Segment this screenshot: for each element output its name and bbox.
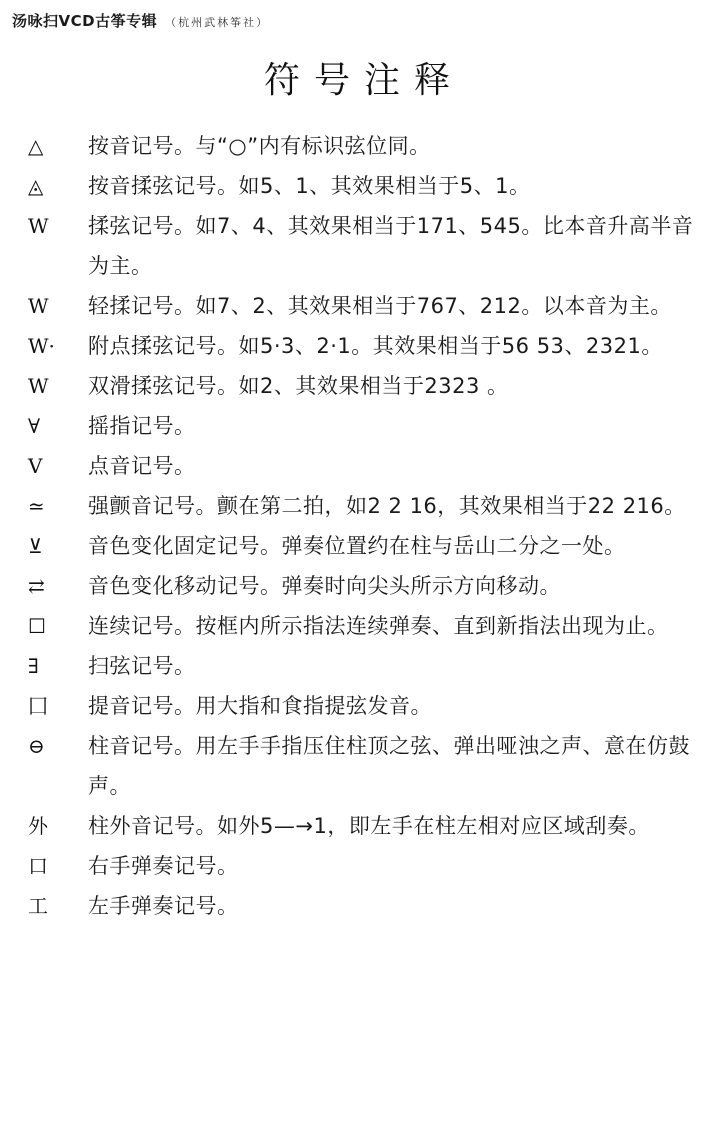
legend-entry [22, 406, 712, 446]
legend-entry [22, 326, 712, 366]
legend-description: 轻揉记号。如7、2、其效果相当于767、212。以本音为主。 [88, 294, 672, 318]
legend-description: 音色变化移动记号。弹奏时向尖头所示方向移动。 [88, 574, 561, 598]
legend-entry [22, 446, 712, 486]
legend-description: 摇指记号。 [88, 414, 196, 438]
symbol-light-vibrato-icon: W [28, 294, 49, 318]
symbol-right-hand-icon: 口 [28, 854, 48, 878]
symbol-left-hand-icon: 工 [28, 894, 48, 918]
legend-description: 左手弹奏记号。 [88, 894, 239, 918]
legend-description: 附点揉弦记号。如5·3、2·1。其效果相当于56 53、2321。 [88, 334, 663, 358]
symbol-dotted-vibrato-icon: W· [28, 334, 55, 358]
symbol-timbre-fixed-icon: ⊻ [28, 534, 43, 558]
legend-description: 按音揉弦记号。如5、1、其效果相当于5、1。 [88, 174, 531, 198]
legend-description: 音色变化固定记号。弹奏位置约在柱与岳山二分之一处。 [88, 534, 626, 558]
legend-description: 连续记号。按框内所示指法连续弹奏、直到新指法出现为止。 [88, 614, 669, 638]
symbol-press-icon: △ [28, 134, 44, 158]
legend-entry [22, 886, 712, 926]
legend-entry [22, 366, 712, 406]
legend-entry [22, 726, 712, 806]
legend-description: 提音记号。用大指和食指提弦发音。 [88, 694, 432, 718]
symbol-legend-list [22, 126, 712, 926]
legend-entry [22, 166, 712, 206]
symbol-sweep-icon: ∃ [28, 654, 39, 678]
symbol-strong-tremolo-icon: ≃ [28, 494, 45, 518]
symbol-outside-pillar-icon: 外 [28, 814, 48, 838]
legend-entry [22, 486, 712, 526]
symbol-press-vibrato-icon: ◬ [28, 174, 44, 198]
page-header [12, 10, 269, 31]
album-title: 汤咏扫VCD古筝专辑 [12, 12, 158, 30]
legend-entry [22, 526, 712, 566]
legend-entry [22, 606, 712, 646]
legend-description: 双滑揉弦记号。如2、其效果相当于2323 。 [88, 374, 509, 398]
legend-description: 柱外音记号。如外5—→1，即左手在柱左相对应区域刮奏。 [88, 814, 650, 838]
legend-entry [22, 646, 712, 686]
symbol-timbre-moving-icon: ⇄ [28, 574, 45, 598]
legend-entry [22, 566, 712, 606]
legend-entry [22, 126, 712, 166]
symbol-double-vibrato-icon: W [28, 374, 49, 398]
legend-description: 点音记号。 [88, 454, 196, 478]
legend-description: 强颤音记号。颤在第二拍，如2 2 16，其效果相当于22 216。 [88, 494, 686, 518]
symbol-lift-icon: ⼞ [28, 694, 48, 718]
legend-description: 扫弦记号。 [88, 654, 196, 678]
legend-entry [22, 686, 712, 726]
symbol-pinch-icon: ∀ [28, 414, 41, 438]
legend-entry [22, 286, 712, 326]
legend-description: 揉弦记号。如7、4、其效果相当于171、545。比本音升高半音为主。 [88, 214, 694, 278]
legend-description: 柱音记号。用左手手指压住柱顶之弦、弹出哑浊之声、意在仿鼓声。 [88, 734, 690, 798]
symbol-continuous-icon: ☐ [28, 614, 46, 638]
symbol-pillar-icon: ⊖ [28, 734, 45, 758]
legend-description: 右手弹奏记号。 [88, 854, 239, 878]
document-title: 符号注释 [263, 60, 464, 101]
publisher-name: （杭州武林筝社） [165, 16, 270, 29]
legend-description: 按音记号。与“○”内有标识弦位同。 [88, 134, 431, 158]
symbol-vibrato-icon: W [28, 214, 49, 238]
legend-entry [22, 206, 712, 286]
legend-entry [22, 846, 712, 886]
legend-entry [22, 806, 712, 846]
symbol-dot-tone-icon: V [28, 454, 43, 478]
